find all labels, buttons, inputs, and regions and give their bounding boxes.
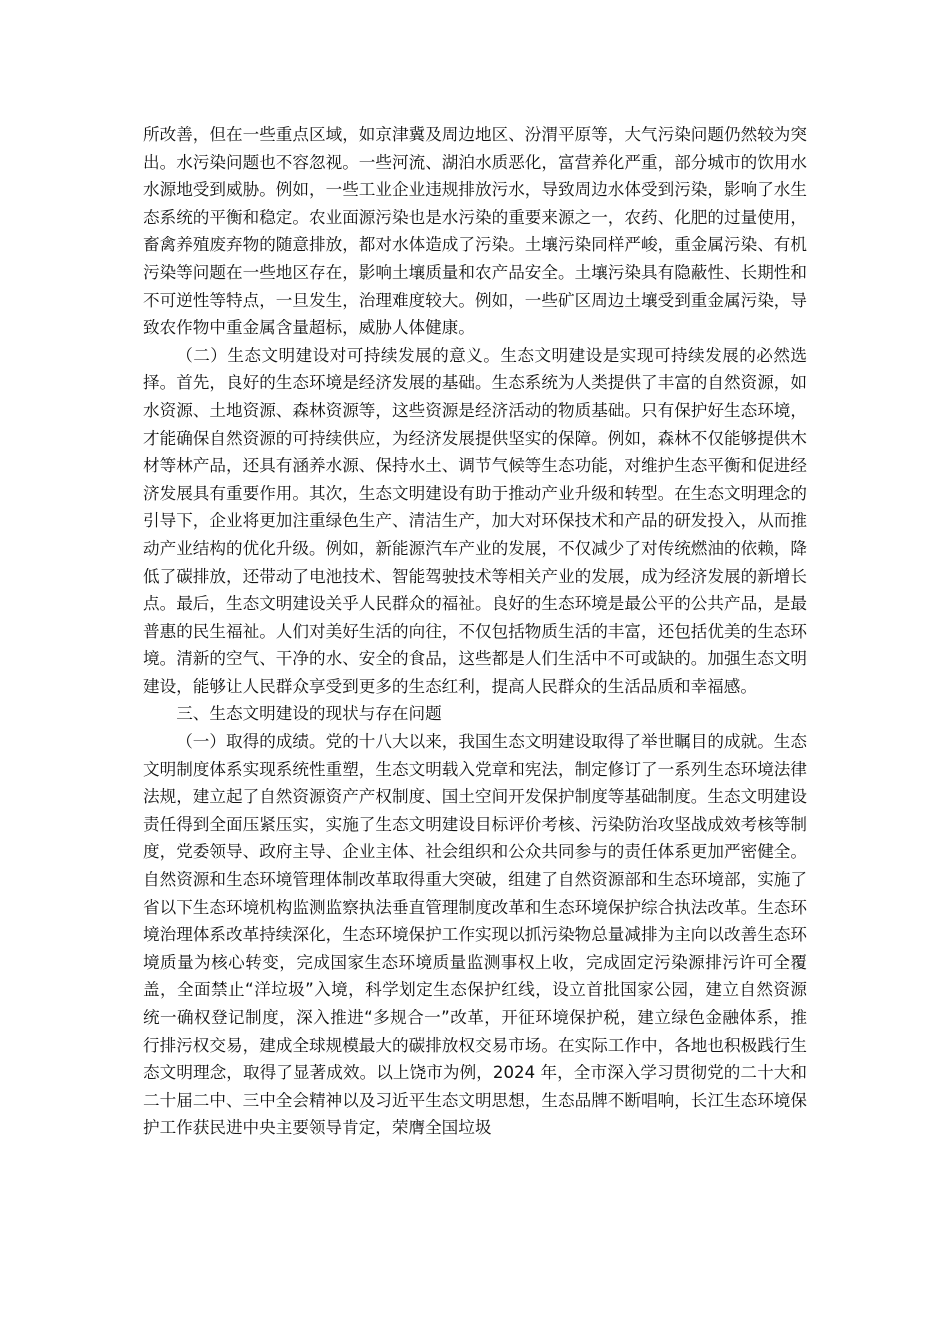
paragraph-pollution-status: 所改善，但在一些重点区域，如京津冀及周边地区、汾渭平原等，大气污染问题仍然较为突出。水污染问题也不容忽视。一些河流、湖泊水质恶化，富营养化严重，部分城市的饮用水水源地受到威胁。例如，一些工业企业违规排放污水，导致周边水体受到污染，影响了水生态系统的平衡和稳定。农业面源污染也是水污染的重要来源之一，农药、化肥的过量使用，畜禽养殖废弃物的随意排放，都对水体造成了污染。土壤污染同样严峻，重金属污染、有机污染等问题在一些地区存在，影响土壤质量和农产品安全。土壤污染具有隐蔽性、长期性和不可逆性等特点，一旦发生，治理难度较大。例如，一些矿区周边土壤受到重金属污染，导致农作物中重金属含量超标，威胁人体健康。 <box>143 125 807 338</box>
section-heading: 三、生态文明建设的现状与存在问题 <box>176 704 442 724</box>
paragraph-sustainable-significance: （二）生态文明建设对可持续发展的意义。生态文明建设是实现可持续发展的必然选择。首先，良好的生态环境是经济发展的基础。生态系统为人类提供了丰富的自然资源，如水资源、土地资源、森林资源等，这些资源是经济活动的物质基础。只有保护好生态环境，才能确保自然资源的可持续供应，为经济发展提供坚实的保障。例如，森林不仅能够提供木材等林产品，还具有涵养水源、保持水土、调节气候等生态功能，对维护生态平衡和促进经济发展具有重要作用。其次，生态文明建设有助于推动产业升级和转型。在生态文明理念的引导下，企业将更加注重绿色生产、清洁生产，加大对环保技术和产品的研发投入，从而推动产业结构的优化升级。例如，新能源汽车产业的发展，不仅减少了对传统燃油的依赖，降低了碳排放，还带动了电池技术、智能驾驶技术等相关产业的发展，成为经济发展的新增长点。最后，生态文明建设关乎人民群众的福祉。良好的生态环境是最公平的公共产品，是最普惠的民生福祉。人们对美好生活的向往，不仅包括物质生活的丰富，还包括优美的生态环境。清新的空气、干净的水、安全的食品，这些都是人们生活中不可或缺的。加强生态文明建设，能够让人民群众享受到更多的生态红利，提高人民群众的生活品质和幸福感。 <box>143 345 807 696</box>
paragraph-achievements: （一）取得的成绩。党的十八大以来，我国生态文明建设取得了举世瞩目的成就。生态文明制度体系实现系统性重塑，生态文明载入党章和宪法，制定修订了一系列生态环境法律法规，建立起了自然资源资产产权制度、国土空间开发保护制度等基础制度。生态文明建设责任得到全面压紧压实，实施了生态文明建设目标评价考核、污染防治攻坚战成效考核等制度，党委领导、政府主导、企业主体、社会组织和公众共同参与的责任体系更加严密健全。自然资源和生态环境管理体制改革取得重大突破，组建了自然资源部和生态环境部，实施了省以下生态环境机构监测监察执法垂直管理制度改革和生态环境保护综合执法改革。生态环境治理体系改革持续深化，生态环境保护工作实现以抓污染物总量减排为主向以改善生态环境质量为核心转变，完成国家生态环境质量监测事权上收，完成固定污染源排污许可全覆盖，全面禁止“洋垃圾”入境，科学划定生态保护红线，设立首批国家公园，建立自然资源统一确权登记制度，深入推进“多规合一”改革，开征环境保护税，建立绿色金融体系，推行排污权交易，建成全球规模最大的碳排放权交易市场。在实际工作中，各地也积极践行生态文明理念，取得了显著成效。以上饶市为例，2024 年，全市深入学习贯彻党的二十大和二十届二中、三中全会精神以及习近平生态文明思想，生态品牌不断唱响，长江生态环境保护工作获民进中央主要领导肯定，荣膺全国垃圾 <box>143 732 807 1138</box>
document-page <box>143 121 807 1142</box>
